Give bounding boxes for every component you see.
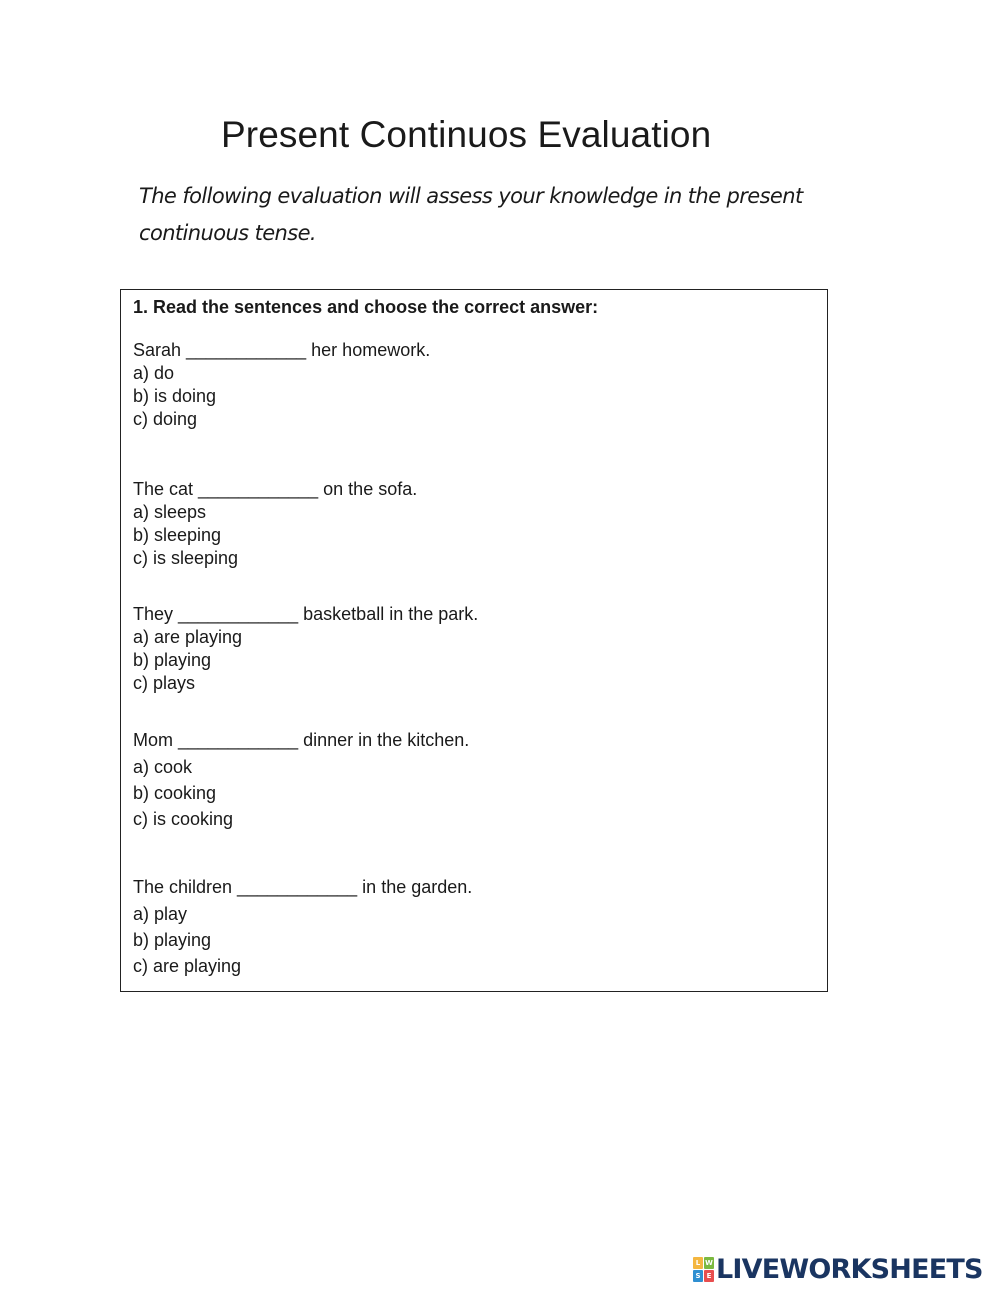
logo-mark-cell: S (693, 1270, 703, 1282)
answer-option-c[interactable]: c) doing (133, 409, 198, 429)
answer-option-a[interactable]: a) do (133, 363, 175, 383)
answer-option-a[interactable]: a) play (133, 904, 188, 924)
answer-option-a[interactable]: a) sleeps (133, 502, 207, 522)
question-4 (133, 729, 469, 832)
question-sentence: The cat ____________ on the sofa. (133, 479, 418, 499)
question-sentence: The children ____________ in the garden. (133, 877, 473, 897)
answer-option-a[interactable]: a) cook (133, 757, 193, 777)
logo-mark-icon (693, 1257, 713, 1281)
answer-option-c[interactable]: c) is cooking (133, 809, 234, 829)
exercise-instruction: 1. Read the sentences and choose the correct answer: (133, 297, 599, 317)
answer-option-a[interactable]: a) are playing (133, 627, 243, 647)
question-sentence: Sarah ____________ her homework. (133, 340, 431, 360)
page-title: Present Continuos Evaluation (221, 114, 712, 155)
answer-option-b[interactable]: b) sleeping (133, 525, 222, 545)
question-5 (133, 876, 472, 979)
logo-mark-cell: E (704, 1270, 714, 1282)
logo-mark-cell: W (705, 1259, 713, 1267)
question-3 (133, 603, 478, 695)
answer-option-c[interactable]: c) are playing (133, 956, 242, 976)
answer-option-b[interactable]: b) playing (133, 650, 212, 670)
question-sentence: They ____________ basketball in the park. (133, 604, 479, 624)
question-sentence: Mom ____________ dinner in the kitchen. (133, 730, 470, 750)
answer-option-c[interactable]: c) is sleeping (133, 548, 239, 568)
answer-option-c[interactable]: c) plays (133, 673, 196, 693)
answer-option-b[interactable]: b) is doing (133, 386, 217, 406)
answer-option-b[interactable]: b) playing (133, 930, 212, 950)
intro-text: The following evaluation will assess your knowledge in the present continuous tense. (139, 184, 803, 245)
logo-text: LIVEWORKSHEETS (716, 1253, 983, 1285)
exercise-box (120, 289, 828, 992)
liveworksheets-logo (693, 1253, 983, 1285)
question-1 (133, 339, 430, 431)
question-2 (133, 478, 417, 570)
answer-option-b[interactable]: b) cooking (133, 783, 217, 803)
logo-mark-cell: L (693, 1257, 703, 1269)
